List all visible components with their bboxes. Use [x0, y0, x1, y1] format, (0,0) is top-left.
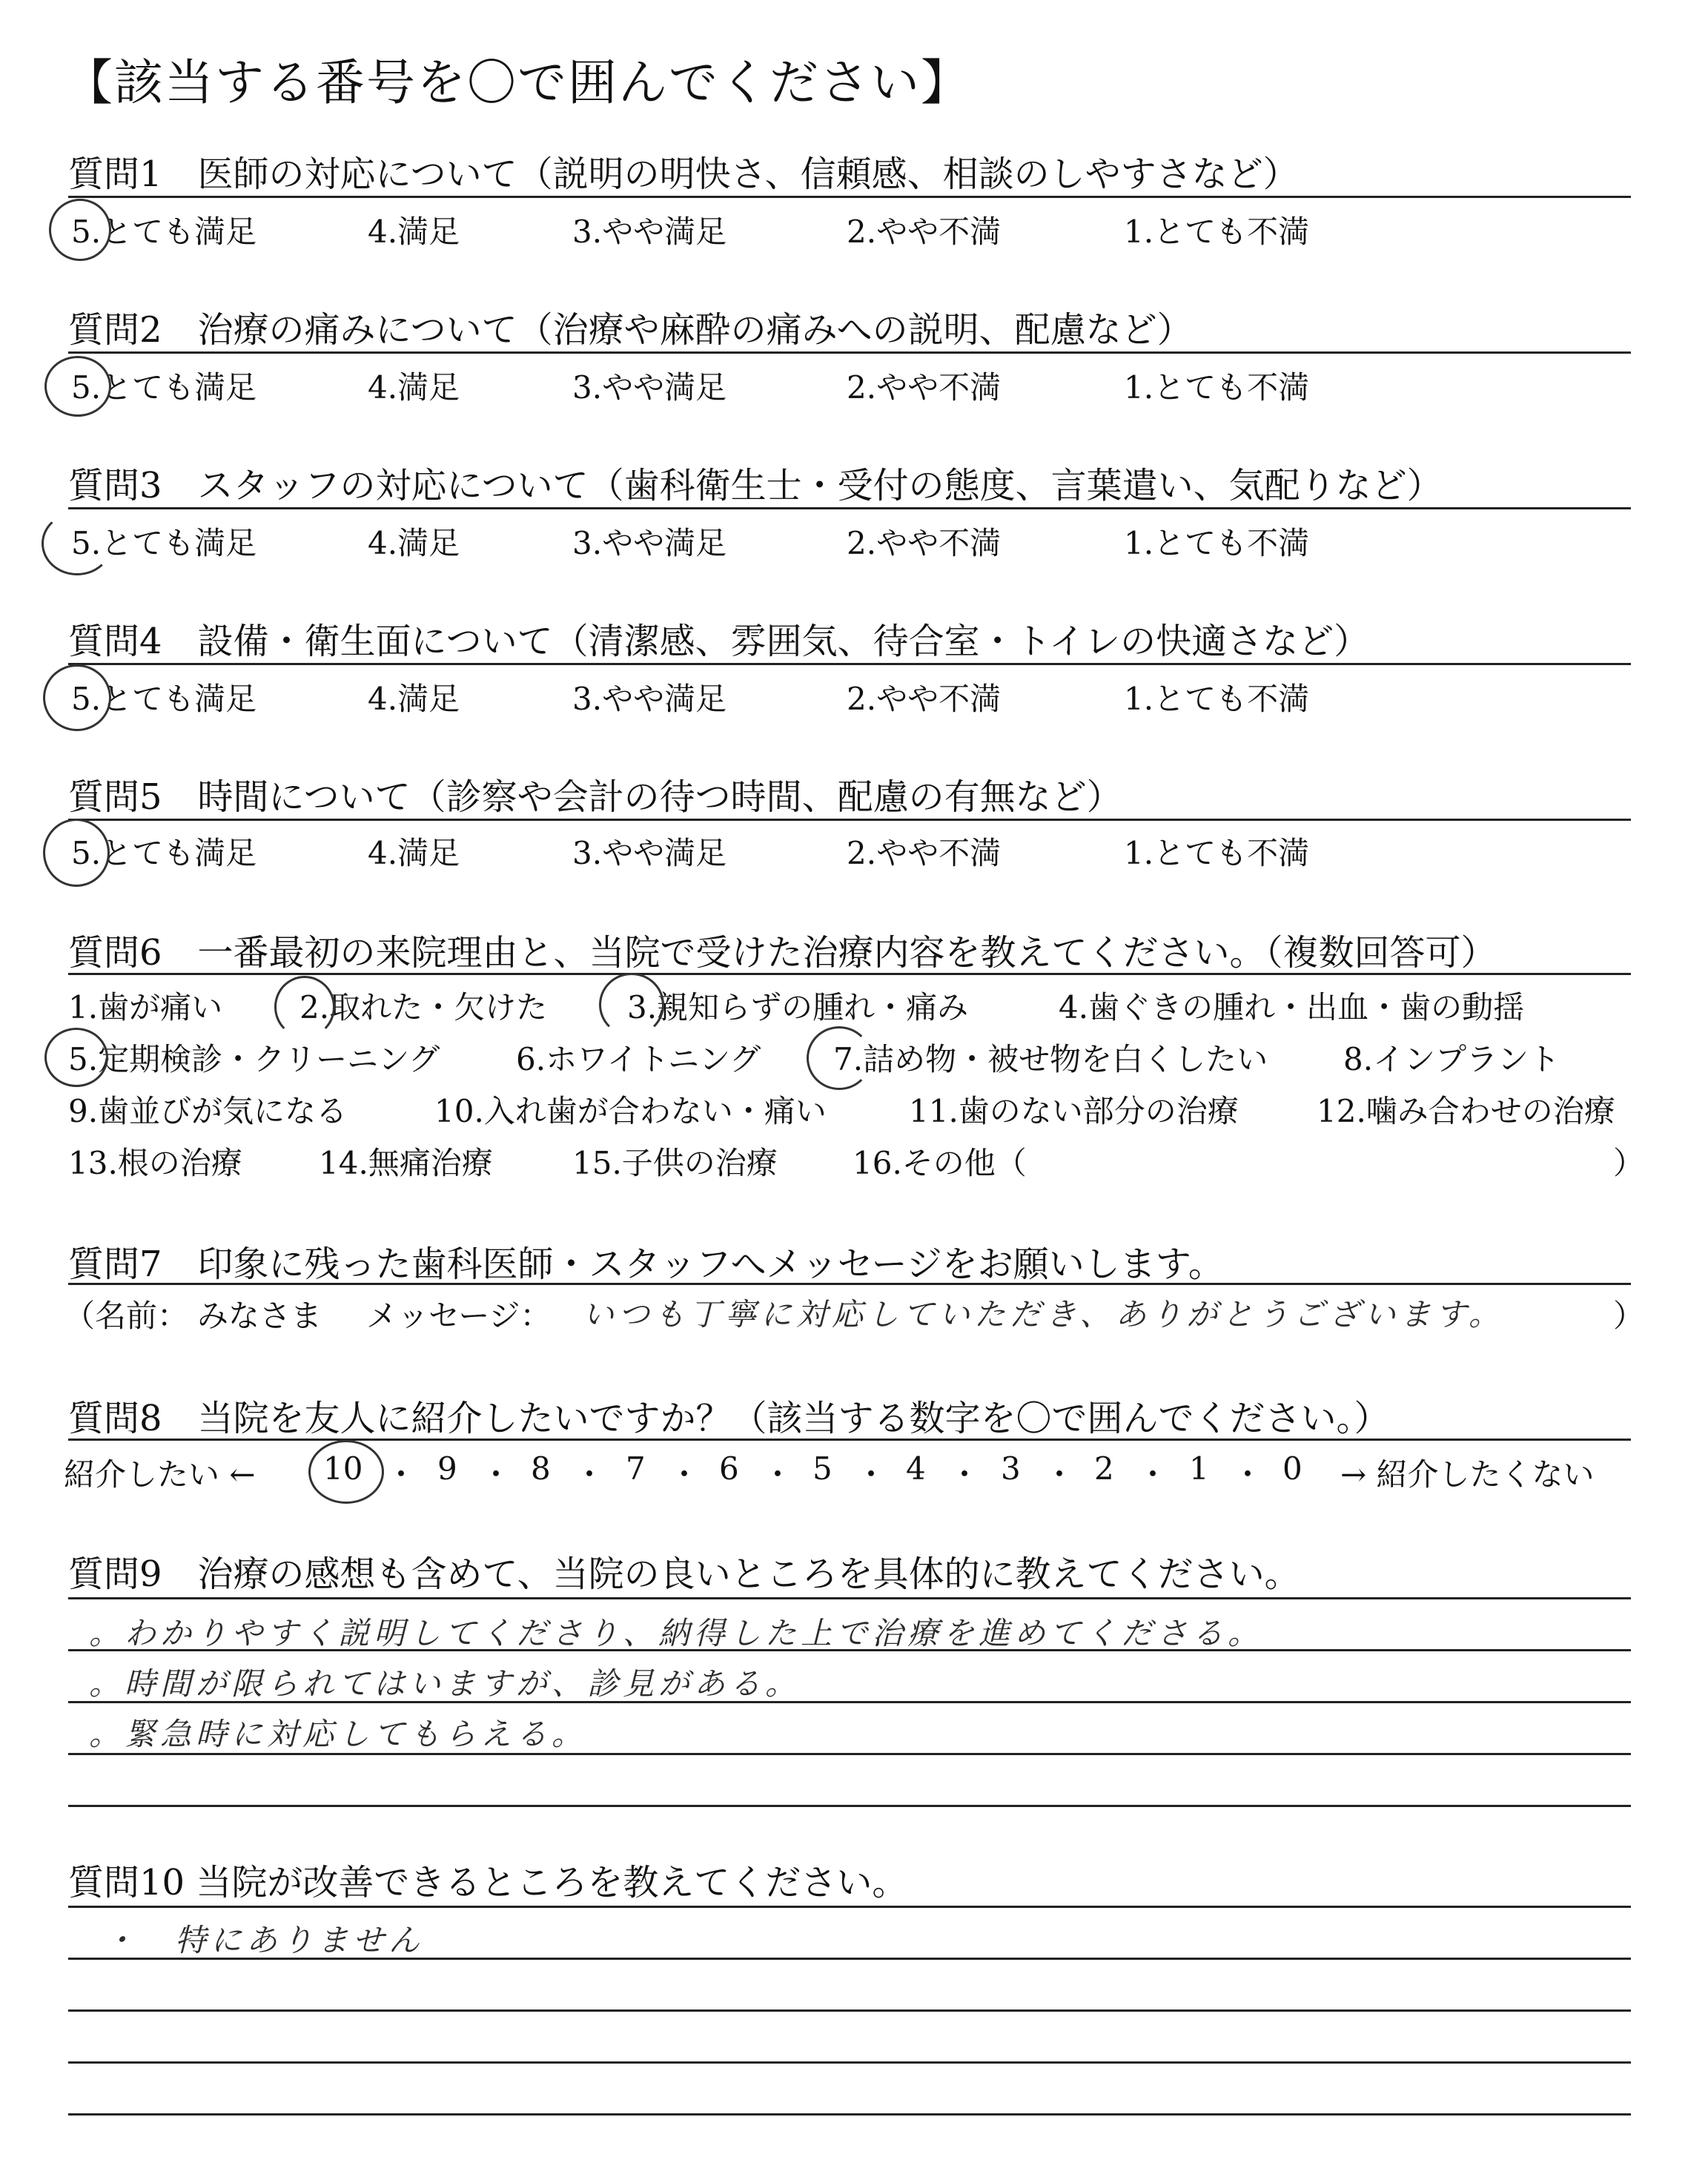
q4-heading: 質問4 設備・衛生面について（清潔感、雰囲気、待合室・トイレの快適さなど）	[68, 621, 1370, 662]
q10-rule-4	[68, 2061, 1631, 2064]
q1-option-4[interactable]: 4.満足	[368, 214, 460, 250]
q3-heading: 質問3 スタッフの対応について（歯科衛生士・受付の態度、言葉遣い、気配りなど）	[68, 465, 1443, 506]
q1-selection-circle	[49, 199, 111, 261]
q8-number-4[interactable]: 4	[906, 1450, 926, 1487]
q6-other-close: ）	[1613, 1145, 1645, 1181]
q9-answer-3[interactable]: 。緊急時に対応してもらえる。	[89, 1716, 588, 1752]
q10-rule-1	[68, 1906, 1631, 1908]
q8-number-9[interactable]: 9	[437, 1450, 457, 1487]
q2-rule	[68, 351, 1631, 354]
q7-message-value[interactable]: いつも丁寧に対応していただき、ありがとうございます。	[583, 1296, 1504, 1332]
page-title: 【該当する番号を〇で囲んでください】	[64, 54, 971, 111]
q8-dot: ・	[385, 1456, 417, 1493]
q9-rule-5	[68, 1805, 1631, 1807]
q6-option-3[interactable]: 3.親知らずの腫れ・痛み	[627, 989, 969, 1025]
q4-option-4[interactable]: 4.満足	[368, 681, 460, 717]
q8-number-7[interactable]: 7	[626, 1450, 646, 1487]
q9-heading: 質問9 治療の感想も含めて、当院の良いところを具体的に教えてください。	[68, 1553, 1300, 1595]
q6-option-12[interactable]: 12.噛み合わせの治療	[1317, 1093, 1615, 1129]
q4-rule	[68, 663, 1631, 665]
q5-option-4[interactable]: 4.満足	[368, 835, 460, 871]
q8-dot: ・	[855, 1456, 887, 1493]
q6-option-10[interactable]: 10.入れ歯が合わない・痛い	[434, 1093, 827, 1129]
q6-option-5[interactable]: 5.定期検診・クリーニング	[68, 1041, 440, 1077]
q2-option-4[interactable]: 4.満足	[368, 369, 460, 406]
q8-dot: ・	[574, 1456, 606, 1493]
q6-option-9[interactable]: 9.歯並びが気になる	[68, 1093, 348, 1129]
q6-option-8[interactable]: 8.インプラント	[1343, 1041, 1560, 1077]
q1-heading: 質問1 医師の対応について（説明の明快さ、信頼感、相談のしやすさなど）	[68, 153, 1299, 195]
q6-option-15[interactable]: 15.子供の治療	[572, 1145, 778, 1181]
q8-dot: ・	[1137, 1456, 1169, 1493]
q8-number-2[interactable]: 2	[1094, 1450, 1114, 1487]
q6-option-13[interactable]: 13.根の治療	[68, 1145, 242, 1181]
q3-selection-circle	[42, 512, 113, 575]
q8-number-8[interactable]: 8	[531, 1450, 551, 1487]
q7-heading: 質問7 印象に残った歯科医師・スタッフへメッセージをお願いします。	[68, 1244, 1224, 1285]
q3-option-3[interactable]: 3.やや満足	[572, 525, 727, 561]
q8-selection-circle	[308, 1440, 384, 1504]
q4-option-2[interactable]: 2.やや不満	[847, 681, 1002, 717]
q6-option-7[interactable]: 7.詰め物・被せ物を白くしたい	[833, 1041, 1268, 1077]
q2-option-3[interactable]: 3.やや満足	[572, 369, 727, 406]
q5-option-5[interactable]: 5.とても満足	[71, 835, 257, 871]
q8-left-label: 紹介したい ←	[64, 1456, 256, 1493]
q4-option-1[interactable]: 1.とても不満	[1124, 681, 1310, 717]
q5-rule	[68, 819, 1631, 821]
q8-number-5[interactable]: 5	[812, 1450, 833, 1487]
q10-answer-1[interactable]: ・ 特にありません	[104, 1922, 425, 1958]
q5-heading: 質問5 時間について（診察や会計の待つ時間、配慮の有無など）	[68, 776, 1122, 818]
q6-selection-circle-7	[807, 1026, 872, 1090]
q5-option-1[interactable]: 1.とても不満	[1124, 835, 1310, 871]
q8-number-3[interactable]: 3	[1001, 1450, 1021, 1487]
q9-answer-1[interactable]: 。わかりやすく説明してくださり、納得した上で治療を進めてくださる。	[89, 1615, 1264, 1651]
q8-dot: ・	[1232, 1456, 1264, 1493]
q6-selection-circle-5	[44, 1028, 108, 1087]
q1-rule	[68, 196, 1631, 198]
q7-rule	[68, 1283, 1631, 1285]
q3-option-2[interactable]: 2.やや不満	[847, 525, 1002, 561]
q1-option-2[interactable]: 2.やや不満	[847, 214, 1002, 250]
q6-selection-circle-2	[274, 976, 335, 1038]
q6-rule	[68, 973, 1631, 975]
q10-rule-3	[68, 2009, 1631, 2012]
q6-heading: 質問6 一番最初の来院理由と、当院で受けた治療内容を教えてください。（複数回答可）	[68, 932, 1497, 974]
q1-option-1[interactable]: 1.とても不満	[1124, 214, 1310, 250]
q8-dot: ・	[762, 1456, 794, 1493]
q8-dot: ・	[949, 1456, 981, 1493]
q9-answer-2[interactable]: 。時間が限られてはいますが、診見がある。	[89, 1665, 801, 1702]
q2-option-2[interactable]: 2.やや不満	[847, 369, 1002, 406]
q3-rule	[68, 507, 1631, 509]
q6-option-2[interactable]: 2.取れた・欠けた	[299, 989, 548, 1025]
q3-option-5[interactable]: 5.とても満足	[71, 525, 257, 561]
q8-number-1[interactable]: 1	[1189, 1450, 1209, 1487]
q2-option-5[interactable]: 5.とても満足	[71, 369, 257, 406]
q9-rule-1	[68, 1597, 1631, 1599]
q8-rule	[68, 1439, 1631, 1441]
q6-option-6[interactable]: 6.ホワイトニング	[516, 1041, 761, 1077]
q7-name-label: （名前：	[64, 1298, 189, 1334]
q8-number-10[interactable]: 10	[323, 1450, 363, 1487]
q3-option-4[interactable]: 4.満足	[368, 525, 460, 561]
q5-selection-circle	[43, 819, 110, 887]
q5-option-3[interactable]: 3.やや満足	[572, 835, 727, 871]
q7-close: ）	[1613, 1298, 1645, 1334]
q3-option-1[interactable]: 1.とても不満	[1124, 525, 1310, 561]
q8-number-6[interactable]: 6	[719, 1450, 739, 1487]
q7-message-label: メッセージ：	[366, 1298, 552, 1334]
q8-heading: 質問8 当院を友人に紹介したいですか？（該当する数字を〇で囲んでください。）	[68, 1398, 1390, 1439]
q1-option-3[interactable]: 3.やや満足	[572, 214, 727, 250]
q10-heading: 質問10 当院が改善できるところを教えてください。	[68, 1862, 908, 1903]
q8-dot: ・	[480, 1456, 512, 1493]
q8-dot: ・	[1044, 1456, 1076, 1493]
q6-selection-circle-3	[599, 973, 664, 1037]
q6-option-16[interactable]: 16.その他（	[853, 1145, 1027, 1181]
q8-dot: ・	[669, 1456, 701, 1493]
q1-option-5[interactable]: 5.とても満足	[71, 214, 257, 250]
q4-option-3[interactable]: 3.やや満足	[572, 681, 727, 717]
q4-selection-circle	[43, 664, 111, 731]
q8-number-0[interactable]: 0	[1282, 1450, 1302, 1487]
q10-rule-5	[68, 2113, 1631, 2116]
q6-option-4[interactable]: 4.歯ぐきの腫れ・出血・歯の動揺	[1059, 989, 1525, 1025]
q2-selection-circle	[44, 356, 111, 417]
q6-option-14[interactable]: 14.無痛治療	[319, 1145, 493, 1181]
q2-heading: 質問2 治療の痛みについて（治療や麻酔の痛みへの説明、配慮など）	[68, 309, 1193, 351]
q6-option-1[interactable]: 1.歯が痛い	[68, 989, 223, 1025]
q8-right-label: → 紹介したくない	[1340, 1456, 1595, 1493]
q6-option-11[interactable]: 11.歯のない部分の治療	[909, 1093, 1239, 1129]
q4-option-5[interactable]: 5.とても満足	[71, 681, 257, 717]
q7-name-value[interactable]: みなさま	[197, 1298, 322, 1334]
q2-option-1[interactable]: 1.とても不満	[1124, 369, 1310, 406]
q5-option-2[interactable]: 2.やや不満	[847, 835, 1002, 871]
